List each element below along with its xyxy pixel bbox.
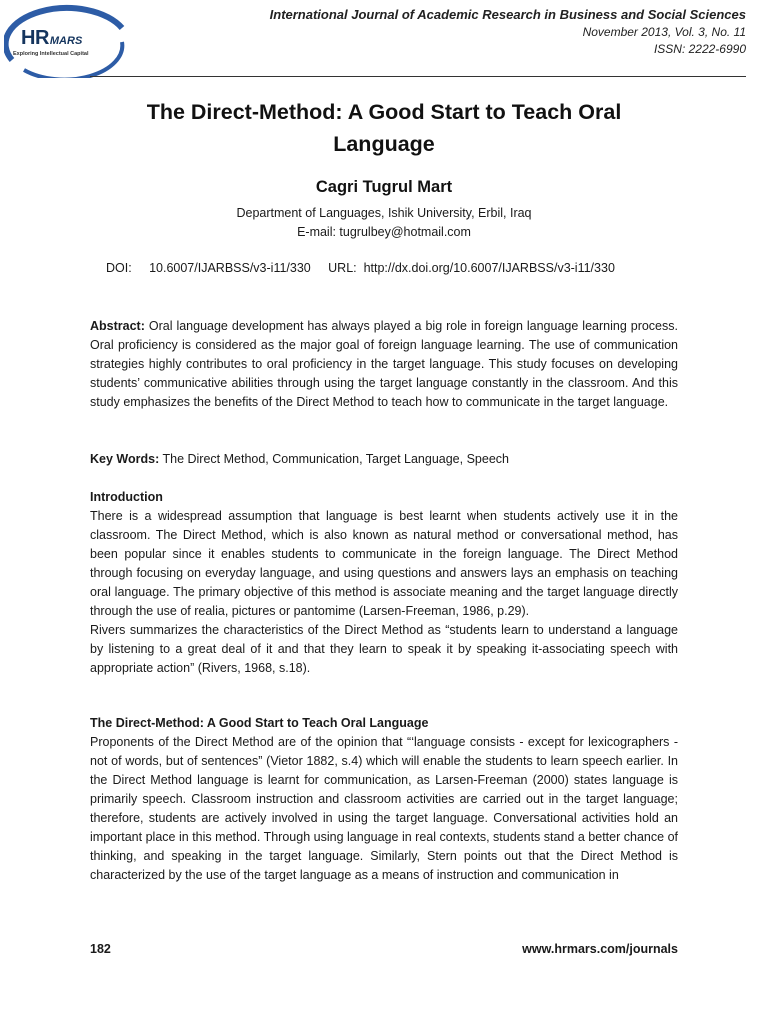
- journal-logo: [4, 4, 132, 78]
- author-email: E-mail: tugrulbey@hotmail.com: [297, 225, 471, 239]
- header-divider: [90, 76, 746, 77]
- abstract-text: Oral language development has always played a big role in foreign language learning process. Oral proficiency is considered as the major goal of foreign language learning. The use of communication strategies highly contributes to oral proficiency in the target language. This study focuses on developing students’ communicative abilities through using the target language constantly in the classroom. And this study emphasizes the benefits of the Direct Method to teach how to communicate in the target language.: [90, 319, 678, 409]
- journal-issue: November 2013, Vol. 3, No. 11: [582, 24, 746, 39]
- author-name: Cagri Tugrul Mart: [315, 178, 453, 196]
- affiliation-text: Department of Languages, Ishik University, Erbil, Iraq: [236, 206, 532, 220]
- journal-header: [270, 6, 746, 59]
- introduction-paragraph-2: Rivers summarizes the characteristics of the Direct Method as “students learn to understand a language by listening to a great deal of it and that they learn to speak it by speaking it-associating speech with appropriate action” (Rivers, 1968, s.18).: [90, 623, 678, 675]
- logo-tagline: Exploring Intellectual Capital: [13, 51, 89, 57]
- paper-title: The Direct-Method: A Good Start to Teach Oral Language: [146, 100, 622, 156]
- section-paragraph-1: Proponents of the Direct Method are of the opinion that “‘language consists - except for lexicographers - not of words, but of sentences” (Vietor 1882, s.4) which will enable the students to learn speech earlier. In the Direct Method language is learnt for communication, as Larsen-Freeman (2000) states language is primarily speech. Classroom instruction and classroom activities are carried out in the target language; therefore, students are actively involved in using the target language. Conversational activities hold an important place in this method. Through using language in real contexts, students stand a better chance of thinking, and speaking in the target language. Similarly, Stern points out that the Direct Method is characterized by the use of the target language as a means of instruction and communication in: [90, 735, 678, 882]
- journal-issn: ISSN: 2222-6990: [653, 42, 746, 56]
- introduction-heading: Introduction: [90, 490, 163, 504]
- url-label: URL:: [328, 261, 357, 275]
- abstract: [90, 317, 678, 412]
- logo-wordmark: HRMARS: [21, 27, 83, 49]
- abstract-label: Abstract:: [90, 319, 145, 333]
- keywords: [90, 450, 678, 469]
- introduction-paragraph-1: There is a widespread assumption that language is best learnt when students actively use it in the classroom. The Direct Method, which is also known as natural method or conversational method, has been popular since it enables students to communicate in the foreign language. The Direct Method through focusing on everyday language, and using questions and answers lays an emphasis on teaching oral language. The primary objective of this method is associate meaning and the target language directly through the use of realia, pictures or pantomime (Larsen-Freeman, 1986, p.29).: [90, 509, 678, 618]
- direct-method-section: [90, 714, 678, 885]
- section-heading: The Direct-Method: A Good Start to Teach Oral Language: [90, 716, 429, 730]
- doi-url-link[interactable]: http://dx.doi.org/10.6007/IJARBSS/v3-i11/330: [363, 261, 615, 275]
- doi-row: [106, 261, 615, 275]
- keywords-label: Key Words:: [90, 452, 160, 466]
- introduction-section: [90, 488, 678, 678]
- author-affiliation: [90, 204, 678, 242]
- journal-name: International Journal of Academic Research in Business and Social Sciences: [269, 7, 746, 22]
- doi-value[interactable]: 10.6007/IJARBSS/v3-i11/330: [149, 261, 311, 275]
- keywords-text: The Direct Method, Communication, Target Language, Speech: [159, 452, 509, 466]
- page-number: 182: [90, 942, 111, 956]
- footer-website-link[interactable]: www.hrmars.com/journals: [522, 942, 678, 956]
- doi-label: DOI:: [106, 261, 132, 275]
